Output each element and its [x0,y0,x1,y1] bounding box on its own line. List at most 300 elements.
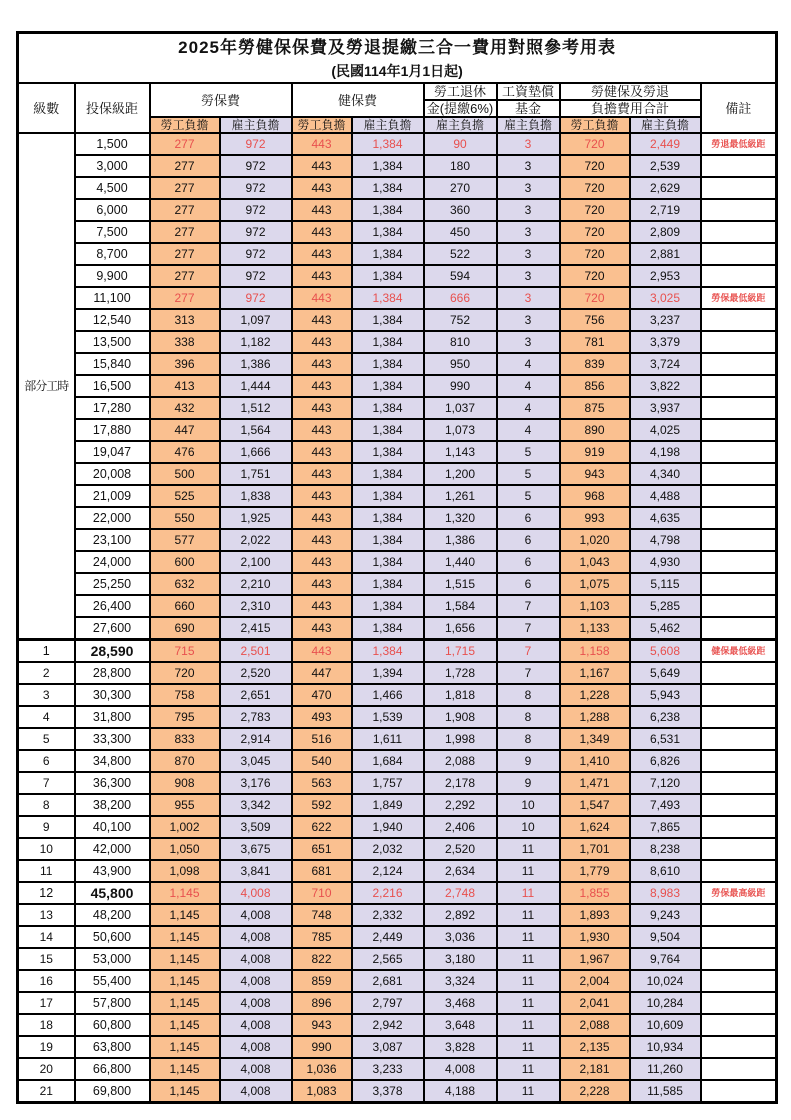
subheader-total-employee: 勞工負擔 [560,117,630,133]
table-row [18,948,777,970]
total-employee-cell: 2,135 [560,1036,630,1058]
total-employee-cell: 968 [560,485,630,507]
pension-employer-cell: 3,828 [424,1036,497,1058]
level-cell: 13 [18,904,75,926]
total-employer-cell: 5,462 [630,617,701,640]
health-employer-cell: 1,940 [352,816,424,838]
total-employee-cell: 720 [560,265,630,287]
pension-employer-cell: 990 [424,375,497,397]
bracket-cell: 34,800 [75,750,150,772]
bracket-cell: 23,100 [75,529,150,551]
wage-fund-employer-cell: 10 [497,816,560,838]
labor-employer-cell: 1,564 [220,419,292,441]
table-row [18,397,777,419]
table-row [18,1036,777,1058]
wage-fund-employer-cell: 11 [497,926,560,948]
total-employee-cell: 720 [560,177,630,199]
level-cell: 20 [18,1058,75,1080]
wage-fund-employer-cell: 3 [497,221,560,243]
total-employer-cell: 10,024 [630,970,701,992]
total-employee-cell: 720 [560,221,630,243]
labor-employer-cell: 972 [220,265,292,287]
bracket-cell: 60,800 [75,1014,150,1036]
table-row [18,507,777,529]
remark-cell [701,1080,777,1103]
remark-cell [701,155,777,177]
level-cell: 21 [18,1080,75,1103]
bracket-cell: 12,540 [75,309,150,331]
header-bracket: 投保級距 [75,83,150,133]
table-body [18,133,777,1103]
labor-employer-cell: 972 [220,221,292,243]
wage-fund-employer-cell: 8 [497,706,560,728]
labor-employer-cell: 2,651 [220,684,292,706]
health-employee-cell: 443 [292,265,352,287]
wage-fund-employer-cell: 3 [497,265,560,287]
health-employer-cell: 2,797 [352,992,424,1014]
table-row [18,728,777,750]
health-employee-cell: 443 [292,529,352,551]
pension-employer-cell: 1,998 [424,728,497,750]
labor-employee-cell: 690 [150,617,220,640]
remark-cell [701,750,777,772]
total-employer-cell: 5,649 [630,662,701,684]
total-employer-cell: 7,493 [630,794,701,816]
total-employer-cell: 11,585 [630,1080,701,1103]
health-employer-cell: 1,384 [352,177,424,199]
wage-fund-employer-cell: 9 [497,772,560,794]
health-employer-cell: 1,384 [352,353,424,375]
bracket-cell: 8,700 [75,243,150,265]
total-employer-cell: 3,025 [630,287,701,309]
pension-employer-cell: 3,324 [424,970,497,992]
health-employee-cell: 443 [292,133,352,155]
labor-employer-cell: 1,182 [220,331,292,353]
labor-employer-cell: 2,914 [220,728,292,750]
health-employer-cell: 1,384 [352,507,424,529]
total-employer-cell: 4,025 [630,419,701,441]
remark-cell [701,397,777,419]
health-employee-cell: 516 [292,728,352,750]
health-employee-cell: 1,083 [292,1080,352,1103]
table-row [18,485,777,507]
pension-employer-cell: 2,748 [424,882,497,904]
remark-cell [701,926,777,948]
total-employee-cell: 1,020 [560,529,630,551]
table-row [18,441,777,463]
total-employee-cell: 943 [560,463,630,485]
bracket-cell: 30,300 [75,684,150,706]
bracket-cell: 43,900 [75,860,150,882]
health-employee-cell: 470 [292,684,352,706]
labor-employee-cell: 277 [150,265,220,287]
labor-employee-cell: 720 [150,662,220,684]
health-employee-cell: 443 [292,221,352,243]
total-employee-cell: 781 [560,331,630,353]
labor-employee-cell: 660 [150,595,220,617]
remark-cell [701,595,777,617]
remark-cell [701,199,777,221]
total-employer-cell: 3,937 [630,397,701,419]
total-employee-cell: 875 [560,397,630,419]
health-employer-cell: 1,384 [352,419,424,441]
health-employer-cell: 1,384 [352,573,424,595]
health-employee-cell: 443 [292,309,352,331]
header-total-line2: 負擔費用合計 [560,100,701,117]
labor-employee-cell: 277 [150,287,220,309]
total-employee-cell: 1,228 [560,684,630,706]
health-employee-cell: 443 [292,573,352,595]
bracket-cell: 66,800 [75,1058,150,1080]
total-employee-cell: 890 [560,419,630,441]
remark-cell [701,551,777,573]
total-employer-cell: 6,531 [630,728,701,750]
health-employer-cell: 2,942 [352,1014,424,1036]
total-employee-cell: 919 [560,441,630,463]
total-employee-cell: 1,930 [560,926,630,948]
bracket-cell: 17,280 [75,397,150,419]
table-row [18,243,777,265]
labor-employee-cell: 908 [150,772,220,794]
total-employer-cell: 5,608 [630,640,701,663]
pension-employer-cell: 2,520 [424,838,497,860]
table-row [18,573,777,595]
pension-employer-cell: 810 [424,331,497,353]
page-title: 2025年勞健保保費及勞退提繳三合一費用對照參考用表 [178,38,616,57]
subheader-pension-employer: 雇主負擔 [424,117,497,133]
labor-employee-cell: 1,145 [150,1080,220,1103]
wage-fund-employer-cell: 11 [497,860,560,882]
pension-employer-cell: 2,292 [424,794,497,816]
labor-employer-cell: 2,501 [220,640,292,663]
header-health-insurance: 健保費 [292,83,424,117]
labor-employee-cell: 1,145 [150,948,220,970]
remark-cell [701,331,777,353]
labor-employee-cell: 277 [150,221,220,243]
remark-cell [701,904,777,926]
total-employee-cell: 720 [560,133,630,155]
bracket-cell: 6,000 [75,199,150,221]
wage-fund-employer-cell: 4 [497,397,560,419]
table-row [18,926,777,948]
bracket-cell: 38,200 [75,794,150,816]
wage-fund-employer-cell: 11 [497,948,560,970]
bracket-cell: 9,900 [75,265,150,287]
wage-fund-employer-cell: 11 [497,992,560,1014]
wage-fund-employer-cell: 5 [497,441,560,463]
remark-cell: 健保最低級距 [701,640,777,663]
health-employee-cell: 859 [292,970,352,992]
bracket-cell: 3,000 [75,155,150,177]
total-employee-cell: 1,075 [560,573,630,595]
remark-cell [701,948,777,970]
table-row [18,1080,777,1103]
health-employee-cell: 443 [292,397,352,419]
level-cell: 6 [18,750,75,772]
header-total-line1: 勞健保及勞退 [560,83,701,100]
table-row [18,772,777,794]
header-wage-fund-line2: 基金 [497,100,560,117]
header-row-1 [18,83,777,100]
header-level: 級數 [18,83,75,133]
health-employer-cell: 1,757 [352,772,424,794]
remark-cell [701,662,777,684]
total-employee-cell: 1,624 [560,816,630,838]
total-employer-cell: 2,953 [630,265,701,287]
total-employer-cell: 4,340 [630,463,701,485]
total-employer-cell: 9,243 [630,904,701,926]
remark-cell [701,463,777,485]
wage-fund-employer-cell: 10 [497,794,560,816]
labor-employee-cell: 1,145 [150,970,220,992]
table-row [18,706,777,728]
wage-fund-employer-cell: 7 [497,662,560,684]
remark-cell [701,1058,777,1080]
total-employer-cell: 4,798 [630,529,701,551]
subheader-labor-employee: 勞工負擔 [150,117,220,133]
labor-employer-cell: 2,022 [220,529,292,551]
title-block [18,33,777,84]
labor-employee-cell: 600 [150,551,220,573]
health-employee-cell: 443 [292,595,352,617]
health-employee-cell: 443 [292,551,352,573]
health-employee-cell: 592 [292,794,352,816]
remark-cell [701,816,777,838]
table-row [18,662,777,684]
pension-employer-cell: 2,178 [424,772,497,794]
health-employee-cell: 943 [292,1014,352,1036]
labor-employee-cell: 632 [150,573,220,595]
bracket-cell: 19,047 [75,441,150,463]
health-employee-cell: 681 [292,860,352,882]
wage-fund-employer-cell: 4 [497,375,560,397]
health-employer-cell: 1,384 [352,551,424,573]
level-cell: 12 [18,882,75,904]
total-employer-cell: 4,488 [630,485,701,507]
health-employee-cell: 443 [292,419,352,441]
pension-employer-cell: 1,261 [424,485,497,507]
health-employee-cell: 785 [292,926,352,948]
pension-employer-cell: 4,008 [424,1058,497,1080]
wage-fund-employer-cell: 11 [497,1058,560,1080]
remark-cell [701,507,777,529]
health-employer-cell: 1,384 [352,463,424,485]
pension-employer-cell: 1,200 [424,463,497,485]
pension-employer-cell: 3,180 [424,948,497,970]
wage-fund-employer-cell: 3 [497,309,560,331]
labor-employee-cell: 447 [150,419,220,441]
labor-employer-cell: 2,783 [220,706,292,728]
table-row [18,375,777,397]
table-row [18,133,777,155]
total-employee-cell: 1,855 [560,882,630,904]
health-employee-cell: 443 [292,353,352,375]
labor-employer-cell: 1,751 [220,463,292,485]
table-row [18,463,777,485]
remark-cell [701,728,777,750]
wage-fund-employer-cell: 7 [497,640,560,663]
header-remark: 備註 [701,83,777,133]
labor-employee-cell: 1,145 [150,926,220,948]
pension-employer-cell: 3,648 [424,1014,497,1036]
wage-fund-employer-cell: 4 [497,419,560,441]
labor-employee-cell: 1,145 [150,882,220,904]
remark-cell [701,177,777,199]
header-pension-line1: 勞工退休 [424,83,497,100]
health-employer-cell: 1,384 [352,309,424,331]
health-employee-cell: 443 [292,199,352,221]
health-employee-cell: 443 [292,331,352,353]
total-employer-cell: 6,826 [630,750,701,772]
pension-employer-cell: 3,468 [424,992,497,1014]
table-row [18,882,777,904]
pension-employer-cell: 1,073 [424,419,497,441]
labor-employer-cell: 4,008 [220,992,292,1014]
health-employee-cell: 443 [292,155,352,177]
labor-employer-cell: 972 [220,133,292,155]
level-cell: 10 [18,838,75,860]
wage-fund-employer-cell: 11 [497,1036,560,1058]
bracket-cell: 1,500 [75,133,150,155]
wage-fund-employer-cell: 9 [497,750,560,772]
pension-employer-cell: 1,584 [424,595,497,617]
wage-fund-employer-cell: 6 [497,529,560,551]
level-cell: 14 [18,926,75,948]
level-cell: 18 [18,1014,75,1036]
total-employer-cell: 5,115 [630,573,701,595]
bracket-cell: 57,800 [75,992,150,1014]
pension-employer-cell: 360 [424,199,497,221]
remark-cell [701,353,777,375]
labor-employer-cell: 4,008 [220,1058,292,1080]
labor-employer-cell: 1,925 [220,507,292,529]
pension-employer-cell: 950 [424,353,497,375]
remark-cell [701,309,777,331]
remark-cell [701,265,777,287]
title-row [18,33,777,84]
total-employer-cell: 10,609 [630,1014,701,1036]
table-row [18,595,777,617]
labor-employee-cell: 1,145 [150,1058,220,1080]
health-employee-cell: 443 [292,243,352,265]
bracket-cell: 24,000 [75,551,150,573]
table-row [18,199,777,221]
health-employee-cell: 748 [292,904,352,926]
labor-employer-cell: 2,520 [220,662,292,684]
part-time-label-cell: 部分工時 [18,133,75,640]
total-employer-cell: 2,809 [630,221,701,243]
pension-employer-cell: 3,036 [424,926,497,948]
pension-employer-cell: 2,634 [424,860,497,882]
labor-employee-cell: 795 [150,706,220,728]
table-row [18,265,777,287]
wage-fund-employer-cell: 6 [497,573,560,595]
health-employee-cell: 443 [292,177,352,199]
health-employer-cell: 3,087 [352,1036,424,1058]
total-employer-cell: 3,822 [630,375,701,397]
bracket-cell: 33,300 [75,728,150,750]
labor-employer-cell: 3,675 [220,838,292,860]
total-employer-cell: 4,635 [630,507,701,529]
table-row [18,331,777,353]
bracket-cell: 20,008 [75,463,150,485]
pension-employer-cell: 1,515 [424,573,497,595]
total-employee-cell: 1,547 [560,794,630,816]
total-employee-cell: 1,779 [560,860,630,882]
table-row [18,617,777,640]
total-employee-cell: 720 [560,155,630,177]
subheader-health-employee: 勞工負擔 [292,117,352,133]
bracket-cell: 28,800 [75,662,150,684]
labor-employer-cell: 4,008 [220,1014,292,1036]
health-employer-cell: 1,384 [352,199,424,221]
total-employee-cell: 2,228 [560,1080,630,1103]
remark-cell [701,419,777,441]
labor-employer-cell: 1,386 [220,353,292,375]
table-row [18,992,777,1014]
table-row [18,419,777,441]
health-employer-cell: 2,449 [352,926,424,948]
pension-employer-cell: 1,143 [424,441,497,463]
labor-employee-cell: 758 [150,684,220,706]
labor-employee-cell: 1,145 [150,992,220,1014]
bracket-cell: 69,800 [75,1080,150,1103]
table-row [18,155,777,177]
health-employee-cell: 622 [292,816,352,838]
health-employee-cell: 540 [292,750,352,772]
table-row [18,177,777,199]
subheader-wage-fund-employer: 雇主負擔 [497,117,560,133]
level-cell: 11 [18,860,75,882]
level-cell: 4 [18,706,75,728]
subheader-labor-employer: 雇主負擔 [220,117,292,133]
level-cell: 16 [18,970,75,992]
health-employer-cell: 1,384 [352,617,424,640]
health-employer-cell: 1,539 [352,706,424,728]
wage-fund-employer-cell: 6 [497,551,560,573]
labor-employee-cell: 432 [150,397,220,419]
labor-employee-cell: 313 [150,309,220,331]
table-row [18,1014,777,1036]
total-employer-cell: 2,539 [630,155,701,177]
health-employer-cell: 1,466 [352,684,424,706]
health-employee-cell: 443 [292,507,352,529]
health-employee-cell: 1,036 [292,1058,352,1080]
pension-employer-cell: 594 [424,265,497,287]
labor-employee-cell: 1,050 [150,838,220,860]
labor-employer-cell: 4,008 [220,904,292,926]
health-employee-cell: 651 [292,838,352,860]
wage-fund-employer-cell: 4 [497,353,560,375]
remark-cell [701,838,777,860]
total-employer-cell: 2,629 [630,177,701,199]
table-row [18,1058,777,1080]
pension-employer-cell: 522 [424,243,497,265]
labor-employee-cell: 577 [150,529,220,551]
wage-fund-employer-cell: 3 [497,331,560,353]
table-row [18,904,777,926]
remark-cell [701,221,777,243]
total-employer-cell: 6,238 [630,706,701,728]
total-employer-cell: 2,449 [630,133,701,155]
total-employer-cell: 3,724 [630,353,701,375]
table-row [18,816,777,838]
table-row [18,860,777,882]
health-employer-cell: 2,124 [352,860,424,882]
wage-fund-employer-cell: 3 [497,155,560,177]
table-row [18,309,777,331]
health-employee-cell: 710 [292,882,352,904]
